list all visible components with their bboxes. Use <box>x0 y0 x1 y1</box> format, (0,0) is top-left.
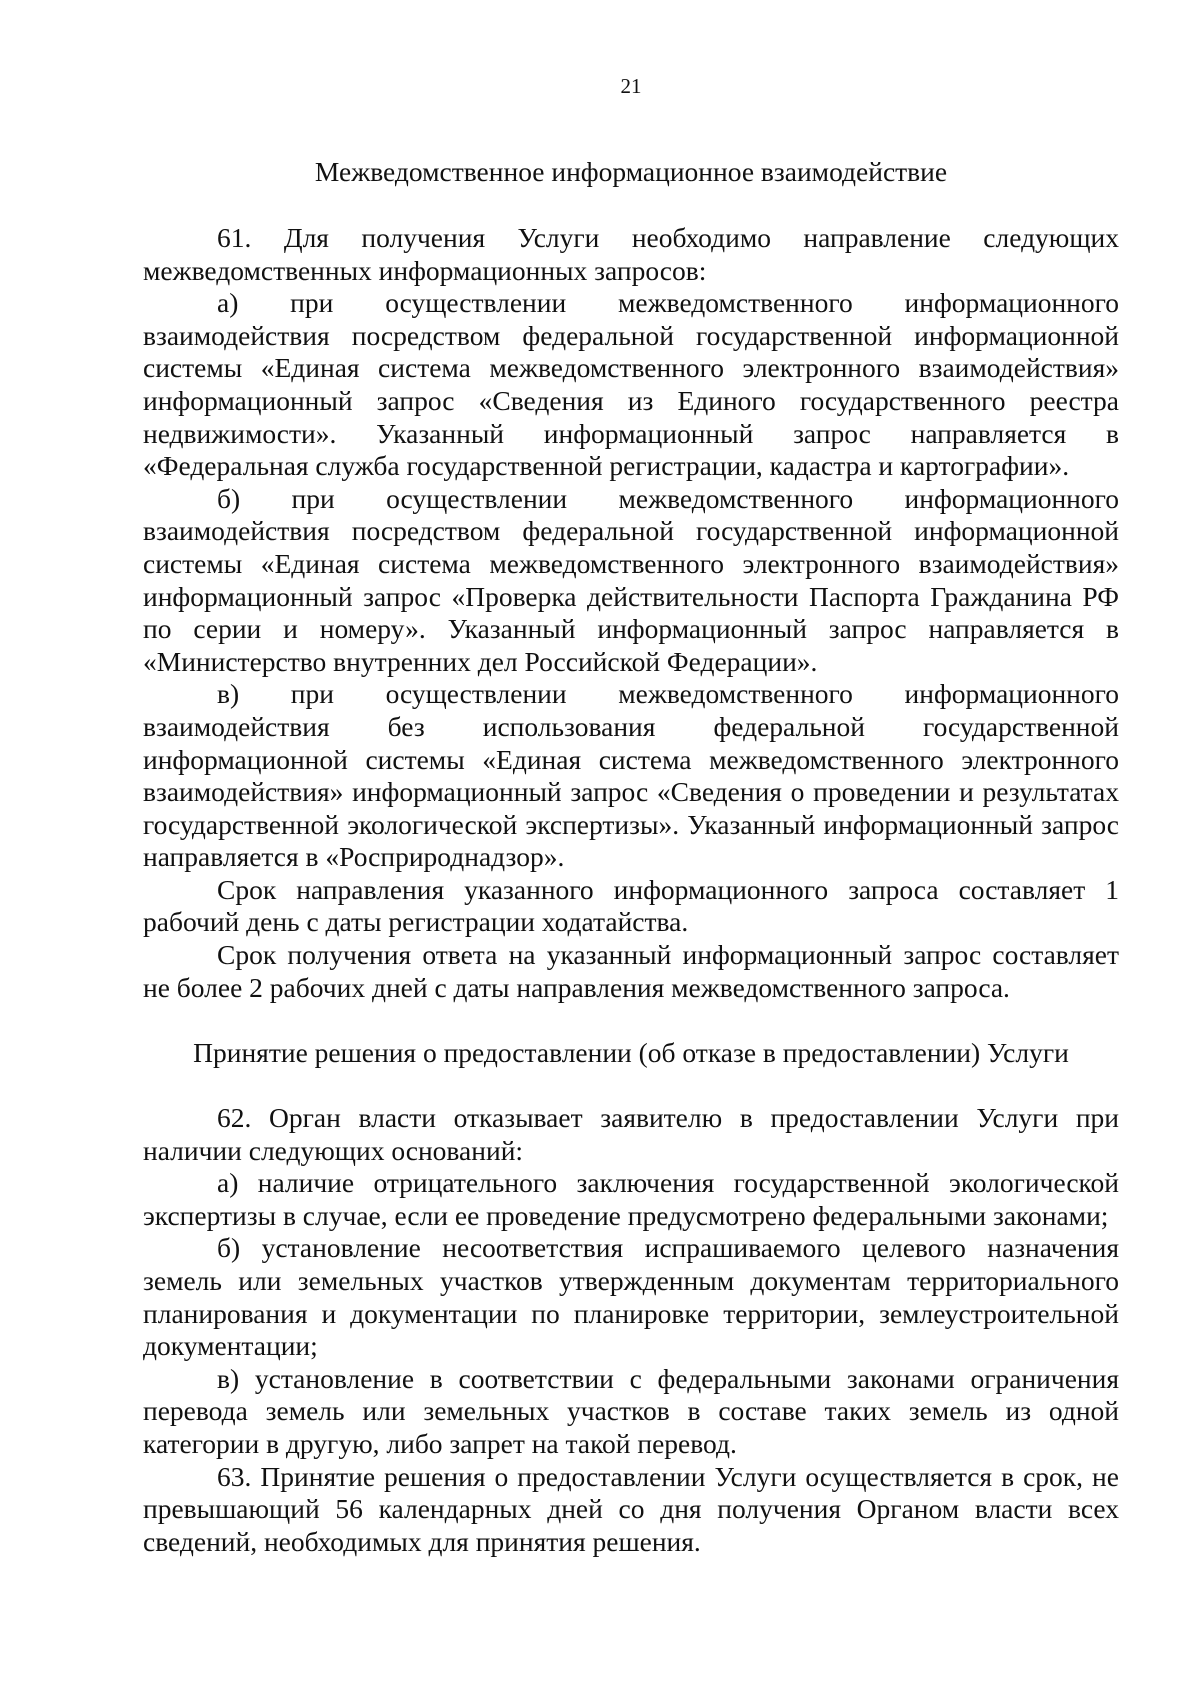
paragraph-response-deadline: Срок получения ответа на указанный информационный запрос составляет не более 2 рабочих дней с даты направления межведомственного запроса. <box>143 939 1119 1003</box>
paragraph-request-deadline: Срок направления указанного информационного запроса составляет 1 рабочий день с даты регистрации ходатайства. <box>143 873 1119 938</box>
section-body-decision <box>143 1102 1119 1558</box>
section-title-interagency: Межведомственное информационное взаимодействие <box>314 156 948 187</box>
section-title-decision: Принятие решения о предоставлении (об отказе в предоставлении) Услуги <box>193 1037 1069 1068</box>
paragraph-62: 62. Орган власти отказывает заявителю в предоставлении Услуги при наличии следующих оснований: <box>143 1102 1119 1166</box>
paragraph-61-b: б) при осуществлении межведомственного информационного взаимодействия посредством федеральной государственной информационной системы «Единая система межведомственного электронного взаимодействия» информационный запрос «Проверка действительности Паспорта Гражданина РФ по серии и номеру». Указанный информационный запрос направляется в «Министерство внутренних дел Российской Федерации». <box>143 482 1119 677</box>
paragraph-63: 63. Принятие решения о предоставлении Услуги осуществляется в срок, не превышающий 56 календарных дней со дня получения Органом власти всех сведений, необходимых для принятия решения. <box>143 1460 1119 1557</box>
paragraph-62-b: б) установление несоответствия испрашиваемого целевого назначения земель или земельных участков утвержденным документам территориального планирования и документации по планировке территории, землеустроительной документации; <box>143 1232 1119 1362</box>
paragraph-62-v: в) установление в соответствии с федеральными законами ограничения перевода земель или земельных участков в составе таких земель из одной категории в другую, либо запрет на такой перевод. <box>143 1362 1119 1459</box>
page-number: 21 <box>620 74 642 98</box>
paragraph-61-a: а) при осуществлении межведомственного информационного взаимодействия посредством федеральной государственной информационной системы «Единая система межведомственного электронного взаимодействия» информационный запрос «Сведения из Единого государственного реестра недвижимости». Указанный информационный запрос направляется в «Федеральная служба государственной регистрации, кадастра и картографии». <box>143 287 1119 482</box>
paragraph-61: 61. Для получения Услуги необходимо направление следующих межведомственных информационных запросов: <box>143 222 1119 286</box>
paragraph-62-a: а) наличие отрицательного заключения государственной экологической экспертизы в случае, если ее проведение предусмотрено федеральными законами; <box>143 1167 1119 1231</box>
section-body-interagency <box>143 222 1119 1004</box>
paragraph-61-v: в) при осуществлении межведомственного информационного взаимодействия без использования федеральной государственной информационной системы «Единая система межведомственного электронного взаимодействия» информационный запрос «Сведения о проведении и результатах государственной экологической экспертизы». Указанный информационный запрос направляется в «Росприроднадзор». <box>143 678 1119 873</box>
